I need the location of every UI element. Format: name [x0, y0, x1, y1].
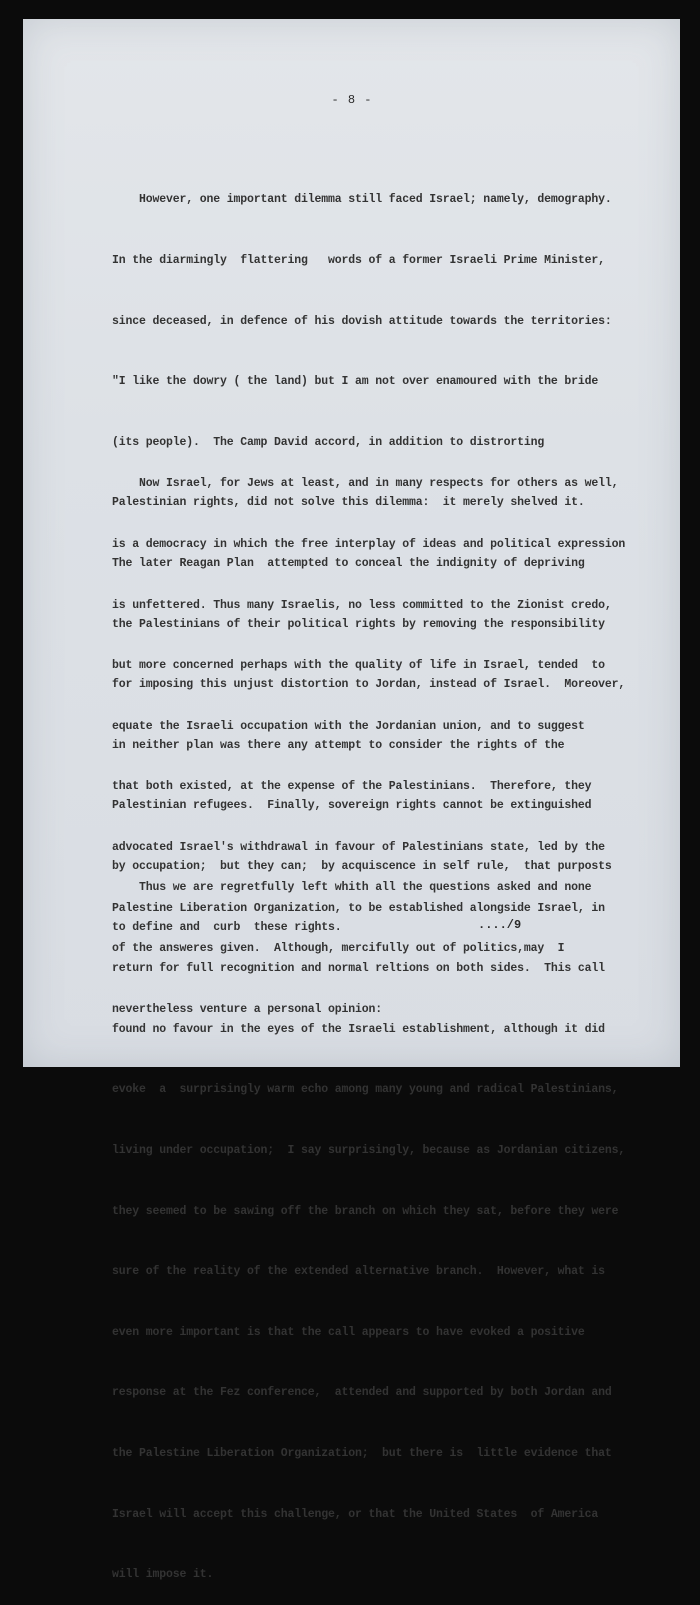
- text-line: in neither plan was there any attempt to consider the rights of the: [112, 738, 565, 752]
- continuation-marker: ..../9: [478, 918, 522, 932]
- text-line: Palestine Liberation Organization, to be established alongside Israel, in: [112, 901, 605, 915]
- text-line: evoke a surprisingly warm echo among many young and radical Palestinians,: [112, 1083, 619, 1097]
- text-line: response at the Fez conference, attended and supported by both Jordan and: [112, 1386, 612, 1400]
- paragraph-personal-opinion: [112, 838, 632, 1040]
- text-line: the Palestine Liberation Organization; but there is little evidence that: [112, 1446, 612, 1460]
- text-line: return for full recognition and normal reltions on both sides. This call: [112, 962, 605, 976]
- text-line: to define and curb these rights.: [112, 920, 342, 934]
- text-line: Now Israel, for Jews at least, and in many respects for others as well,: [112, 477, 619, 491]
- text-line: In the diarmingly flattering words of a former Israeli Prime Minister,: [112, 254, 605, 267]
- text-line: for imposing this unjust distortion to Jordan, instead of Israel. Moreover,: [112, 678, 626, 692]
- text-line: of the answeres given. Although, mercifully out of politics,may I: [112, 942, 565, 955]
- text-line: will impose it.: [112, 1568, 214, 1582]
- text-line: Palestinian rights, did not solve this dilemma: it merely shelved it.: [112, 496, 585, 510]
- text-line: "I like the dowry ( the land) but I am not over enamoured with the bride: [112, 375, 599, 389]
- text-line: Israel will accept this challenge, or that the United States of America: [112, 1507, 599, 1521]
- text-line: Thus we are regretfully left whith all the questions asked and none: [112, 881, 592, 895]
- text-line: nevertheless venture a personal opinion:: [112, 1002, 383, 1016]
- text-line: they seemed to be sawing off the branch on which they sat, before they were: [112, 1204, 619, 1218]
- text-line: (its people). The Camp David accord, in addition to distrorting: [112, 435, 545, 449]
- text-line: by occupation; but they can; by acquiscence in self rule, that purposts: [112, 859, 612, 873]
- text-line: found no favour in the eyes of the Israeli establishment, although it did: [112, 1022, 605, 1036]
- text-line: living under occupation; I say surprisingly, because as Jordanian citizens,: [112, 1143, 626, 1157]
- text-line: but more concerned perhaps with the quality of life in Israel, tended to: [112, 659, 605, 673]
- text-line: sure of the reality of the extended alternative branch. However, what is: [112, 1265, 605, 1279]
- text-line: even more important is that the call appears to have evoked a positive: [112, 1325, 585, 1339]
- text-line: since deceased, in defence of his dovish attitude towards the territories:: [112, 314, 612, 328]
- text-line: equate the Israeli occupation with the Jordanian union, and to suggest: [112, 719, 585, 733]
- text-line: The later Reagan Plan attempted to conceal the indignity of depriving: [112, 556, 585, 570]
- text-line: is a democracy in which the free interplay of ideas and political expression: [112, 538, 626, 551]
- text-line: Palestinian refugees. Finally, sovereign rights cannot be extinguished: [112, 799, 592, 813]
- text-line: the Palestinians of their political rights by removing the responsibility: [112, 617, 605, 631]
- text-line: is unfettered. Thus many Israelis, no less committed to the Zionist credo,: [112, 598, 612, 612]
- text-line: advocated Israel's withdrawal in favour of Palestinians state, led by the: [112, 840, 605, 854]
- page-number: - 8 -: [331, 93, 373, 107]
- text-line: that both existed, at the expense of the Palestinians. Therefore, they: [112, 780, 592, 794]
- text-line: However, one important dilemma still faced Israel; namely, demography.: [112, 193, 612, 207]
